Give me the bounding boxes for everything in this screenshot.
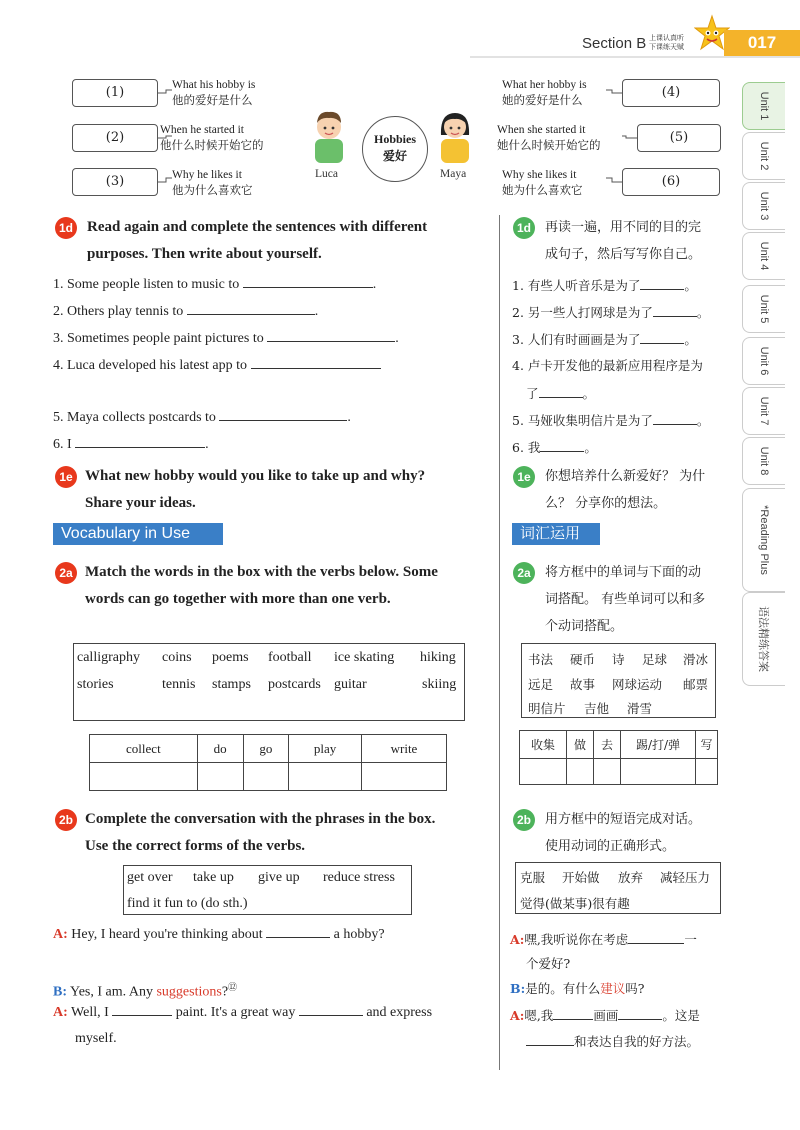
task-2b-cn-badge: 2b (513, 809, 535, 831)
answer-blank[interactable] (243, 273, 373, 288)
verb-header: collect (90, 735, 198, 763)
verb-header: write (361, 735, 446, 763)
instruction-line: 你想培养什么新爱好？ 为什 (545, 469, 706, 484)
verb-header: 收集 (520, 731, 567, 759)
instruction-line: Complete the conversation with the phrases in the box. (85, 811, 436, 827)
boy-avatar-icon (306, 105, 352, 163)
side-tab-label: *Reading Plus (758, 505, 770, 575)
cn-phrase: 开始做 (562, 870, 600, 885)
side-tab-unit7[interactable] (742, 387, 785, 435)
item-text: 5. 马娅收集明信片是为了 (512, 413, 653, 428)
cn-dialog-a1 (510, 929, 697, 948)
word: tennis (162, 677, 196, 692)
answer-blank[interactable] (653, 410, 697, 425)
prompt-en: When he started it (160, 124, 244, 136)
girl-name: Maya (440, 168, 467, 180)
t1d-item-1: 1. Some people listen to music to . (53, 273, 376, 293)
tagline-1: 上课认真听 (649, 35, 684, 42)
cn-word: 滑雪 (627, 701, 653, 716)
t1d-cn-item-6: 6. 我 。 (512, 437, 597, 456)
instruction-line: 使用动词的正确形式。 (545, 839, 676, 854)
cn-word: 故事 (570, 677, 596, 692)
cn-dialog-a2 (510, 1005, 700, 1024)
verb-answer-cell[interactable] (197, 763, 243, 791)
side-tab-unit1[interactable] (742, 82, 785, 130)
prompt-en: Why she likes it (502, 169, 577, 181)
hobby-prompt-4 (502, 78, 587, 108)
dialog-text: Yes, I am. Any (69, 984, 153, 1000)
instruction-line: words can go together with more than one verb. (85, 591, 391, 607)
tagline-2: 下课练天赋 (649, 44, 684, 51)
speaker-b: B: (510, 981, 526, 996)
t1d-cn-item-3: 3. 人们有时画画是为了 。 (512, 329, 697, 348)
speaker-a: A: (53, 1005, 68, 1020)
prompt-cn: 她的爱好是什么 (502, 93, 583, 107)
t1d-cn-item-4b: 了 。 (526, 383, 595, 402)
task-2b-cn-instruction (545, 806, 701, 860)
hobby-blank-2[interactable]: (2) (72, 124, 158, 152)
t1d-item-2: 2. Others play tennis to . (53, 300, 318, 320)
cn-word: 诗 (612, 652, 625, 667)
cn-phrase: 觉得(做某事)很有趣 (520, 896, 630, 911)
answer-blank[interactable] (526, 1031, 574, 1046)
dialog-text: 吗? (625, 981, 645, 996)
word: coins (162, 650, 192, 665)
task-2b-instruction (85, 806, 435, 860)
answer-blank[interactable] (640, 275, 684, 290)
prompt-cn: 他什么时候开始它的 (160, 138, 264, 152)
highlight-word: 建议 (600, 981, 626, 996)
dialog-text: 画画 (593, 1008, 619, 1023)
speaker-a: A: (53, 927, 68, 942)
instruction-line: 么？ 分享你的想法。 (545, 496, 667, 511)
dialog-text: a hobby? (333, 927, 385, 942)
item-text: 4. 卢卡开发他的最新应用程序是为 (512, 358, 703, 373)
instruction-line: 成句子，然后写写你自己。 (545, 247, 702, 262)
side-tab-unit3[interactable] (742, 182, 785, 230)
side-tab-label: Unit 3 (758, 191, 770, 221)
hobby-blank-3[interactable]: (3) (72, 168, 158, 196)
dialog-text: 是的。有什么 (525, 981, 601, 996)
side-tab-label: Unit 5 (758, 294, 770, 324)
prompt-cn: 她什么时候开始它的 (497, 138, 601, 152)
phrase: get over (127, 870, 173, 885)
t1d-item-6: 6. I . (53, 433, 209, 453)
cn-phrase: 克服 (520, 870, 546, 885)
instruction-line: Match the words in the box with the verbs below. Some (85, 564, 438, 580)
word: poems (212, 650, 249, 665)
answer-blank[interactable] (640, 329, 684, 344)
word: stamps (212, 677, 251, 692)
instruction-line: 将方框中的单词与下面的动 (545, 565, 702, 580)
verb-header: 踢/打/弹 (621, 731, 696, 759)
task-2a-cn-instruction (545, 559, 705, 640)
word: ice skating (334, 650, 395, 665)
verb-header: do (197, 735, 243, 763)
hobby-blank-6[interactable]: (6) (622, 168, 720, 196)
prompt-cn: 他的爱好是什么 (172, 93, 253, 107)
answer-blank[interactable] (266, 923, 330, 938)
answer-blank[interactable] (618, 1005, 662, 1020)
vocab-banner-cn: 词汇运用 (512, 523, 600, 545)
verb-header: 写 (696, 731, 718, 759)
answer-blank[interactable] (75, 433, 205, 448)
task-2a-badge: 2a (55, 562, 77, 584)
prompt-en: Why he likes it (172, 169, 242, 181)
side-tab-label: Unit 7 (758, 396, 770, 426)
hobbies-cn: 爱好 (382, 149, 407, 163)
verb-answer-cell[interactable] (567, 759, 594, 785)
answer-blank[interactable] (187, 300, 315, 315)
verb-answer-cell[interactable] (243, 763, 289, 791)
word: hiking (420, 650, 456, 665)
instruction-line: 个动词搭配。 (545, 619, 624, 634)
prompt-cn: 她为什么喜欢它 (502, 183, 583, 197)
t1d-item-4 (53, 354, 381, 374)
prompt-en: When she started it (497, 124, 586, 136)
verb-answer-cell[interactable] (90, 763, 198, 791)
answer-blank[interactable] (539, 383, 583, 398)
answer-blank[interactable] (267, 327, 395, 342)
verb-header: 去 (594, 731, 621, 759)
dialog-text: 一 (684, 932, 697, 947)
item-text: 1. 有些人听音乐是为了 (512, 278, 641, 293)
task-2a-instruction (85, 559, 438, 613)
hobbies-en: Hobbies (373, 132, 416, 146)
item-text: 2. 另一些人打网球是为了 (512, 305, 653, 320)
task-1e-cn-instruction (545, 463, 705, 517)
side-tab-reading-plus[interactable] (742, 488, 785, 592)
cn-word: 网球运动 (612, 677, 663, 692)
side-tab-label: Unit 8 (758, 446, 770, 476)
task-1d-instruction (87, 214, 427, 268)
prompt-cn: 他为什么喜欢它 (172, 183, 253, 197)
verb-answer-cell[interactable] (361, 763, 446, 791)
hobby-prompt-3 (172, 168, 253, 198)
task-1e-instruction (85, 463, 425, 517)
highlight-word: suggestions (156, 984, 222, 1000)
word: postcards (268, 677, 321, 692)
word: skiing (422, 677, 457, 692)
dialog-a2 (53, 1000, 432, 1026)
cn-word: 邮票 (683, 677, 709, 692)
answer-blank[interactable] (299, 1001, 363, 1016)
item-text: 4. Luca developed his latest app to (53, 358, 247, 373)
phrase: take up (193, 870, 234, 885)
item-text: 5. Maya collects postcards to (53, 410, 216, 425)
dialog-text: Hey, I heard you're thinking about (71, 927, 263, 942)
word: stories (77, 677, 114, 692)
answer-blank[interactable] (553, 1005, 593, 1020)
t1d-cn-item-1: 1. 有些人听音乐是为了 。 (512, 275, 697, 294)
answer-blank[interactable] (540, 437, 584, 452)
dialog-text: 和表达自我的好方法。 (574, 1034, 700, 1049)
task-1d-cn-badge: 1d (513, 217, 535, 239)
cn-word: 硬币 (570, 652, 596, 667)
answer-blank[interactable] (628, 929, 684, 944)
side-tab-label: Unit 1 (758, 91, 770, 121)
item-text: 2. Others play tennis to (53, 304, 184, 319)
instruction-line: Use the correct forms of the verbs. (85, 838, 306, 854)
hobby-prompt-5 (497, 123, 601, 153)
side-tab-label: Unit 2 (758, 141, 770, 171)
task-1d-badge: 1d (55, 217, 77, 239)
cn-dialog-a1-line2: 个爱好? (526, 956, 571, 971)
dialog-text: ? (221, 984, 229, 1000)
word: calligraphy (77, 650, 140, 665)
prompt-en: What her hobby is (502, 79, 587, 91)
verb-answer-cell[interactable] (696, 759, 718, 785)
note-mark: ⑫ (228, 982, 238, 992)
instruction-line: 再读一遍，用不同的目的完 (545, 220, 702, 235)
dialog-a2-line2: myself. (75, 1031, 117, 1046)
cn-word: 远足 (528, 677, 554, 692)
phrase: reduce stress (323, 870, 395, 885)
item-text: 3. 人们有时画画是为了 (512, 332, 641, 347)
column-divider (499, 215, 500, 1070)
verb-header: play (289, 735, 362, 763)
side-tab-unit8[interactable] (742, 437, 785, 485)
instruction-line: Read again and complete the sentences with different (87, 219, 428, 235)
instruction-line: Share your ideas. (85, 495, 196, 511)
item-text: 6. I (53, 437, 72, 452)
hobby-blank-4[interactable]: (4) (622, 79, 720, 107)
t1d-item-3: 3. Sometimes people paint pictures to . (53, 327, 399, 347)
boy-name: Luca (315, 168, 338, 180)
task-2a-cn-badge: 2a (513, 562, 535, 584)
answer-blank[interactable] (112, 1001, 172, 1016)
hobby-prompt-6 (502, 168, 583, 198)
dialog-text: 。这是 (662, 1008, 700, 1023)
instruction-line: purposes. Then write about yourself. (87, 246, 322, 262)
dialog-a1 (53, 922, 385, 948)
speaker-a: A: (510, 1008, 525, 1023)
instruction-line: 词搭配。 有些单词可以和多 (545, 592, 706, 607)
t1d-item-5: 5. Maya collects postcards to . (53, 406, 351, 426)
t1d-cn-item-2: 2. 另一些人打网球是为了 。 (512, 302, 709, 321)
side-tab-grammar-answers[interactable] (742, 592, 785, 686)
cn-word: 书法 (528, 652, 554, 667)
item-text: 6. 我 (512, 440, 541, 455)
phrase: give up (258, 870, 300, 885)
hobby-blank-5[interactable]: (5) (637, 124, 721, 152)
cn-dialog-a2-line2 (526, 1031, 699, 1050)
dialog-text: paint. It's a great way (175, 1005, 296, 1020)
cn-word: 滑冰 (683, 652, 709, 667)
side-tab-label: 语法精练答案 (757, 606, 769, 672)
side-tab-unit4[interactable] (742, 232, 785, 280)
side-tab-label: Unit 6 (758, 346, 770, 376)
dialog-text: 嗯,我 (524, 1008, 554, 1023)
side-tab-unit6[interactable] (742, 337, 785, 385)
verb-answer-cell[interactable] (621, 759, 696, 785)
section-title: Section B (582, 35, 647, 52)
cn-phrase: 减轻压力 (660, 870, 711, 885)
verb-header: go (243, 735, 289, 763)
item-text: 1. Some people listen to music to (53, 277, 240, 292)
verb-answer-cell[interactable] (289, 763, 362, 791)
hobbies-center (362, 116, 428, 182)
speaker-b: B: (53, 984, 67, 1000)
task-1e-badge: 1e (55, 466, 77, 488)
side-tab-unit5[interactable] (742, 285, 785, 333)
task-2b-badge: 2b (55, 809, 77, 831)
cn-phrase: 放弃 (618, 870, 644, 885)
page-number: 017 (724, 30, 800, 56)
answer-blank[interactable] (653, 302, 697, 317)
answer-blank[interactable] (219, 406, 347, 421)
item-text: 了 (526, 386, 539, 401)
cn-word: 吉他 (584, 701, 610, 716)
hobby-prompt-1 (172, 78, 255, 108)
cn-word: 足球 (642, 652, 668, 667)
cn-dialog-b1 (510, 979, 644, 997)
verb-table (89, 734, 447, 791)
t1d-cn-item-5: 5. 马娅收集明信片是为了 。 (512, 410, 709, 429)
answer-blank[interactable] (251, 354, 381, 369)
word: guitar (334, 677, 367, 692)
verb-answer-cell[interactable] (594, 759, 621, 785)
verb-answer-cell[interactable] (520, 759, 567, 785)
cn-verb-table (519, 730, 718, 785)
task-1e-cn-badge: 1e (513, 466, 535, 488)
vocab-banner-en: Vocabulary in Use (53, 523, 223, 545)
side-tab-unit2[interactable] (742, 132, 785, 180)
verb-header: 做 (567, 731, 594, 759)
side-tab-label: Unit 4 (758, 241, 770, 271)
item-text: 3. Sometimes people paint pictures to (53, 331, 264, 346)
prompt-en: What his hobby is (172, 79, 256, 91)
dialog-text: 嘿,我听说你在考虑 (524, 932, 629, 947)
instruction-line: 用方框中的短语完成对话。 (545, 812, 702, 827)
speaker-a: A: (510, 932, 525, 947)
phrase: find it fun to (do sth.) (127, 896, 248, 911)
t1d-cn-item-4 (512, 356, 703, 374)
dialog-text: and express (366, 1005, 433, 1020)
hobby-blank-1[interactable]: (1) (72, 79, 158, 107)
dialog-text: Well, I (71, 1005, 109, 1020)
task-1d-cn-instruction (545, 214, 701, 268)
word: football (268, 650, 312, 665)
girl-avatar-icon (432, 105, 478, 163)
cn-word: 明信片 (528, 701, 566, 716)
instruction-line: What new hobby would you like to take up and why? (85, 468, 426, 484)
hobby-prompt-2 (160, 123, 264, 153)
